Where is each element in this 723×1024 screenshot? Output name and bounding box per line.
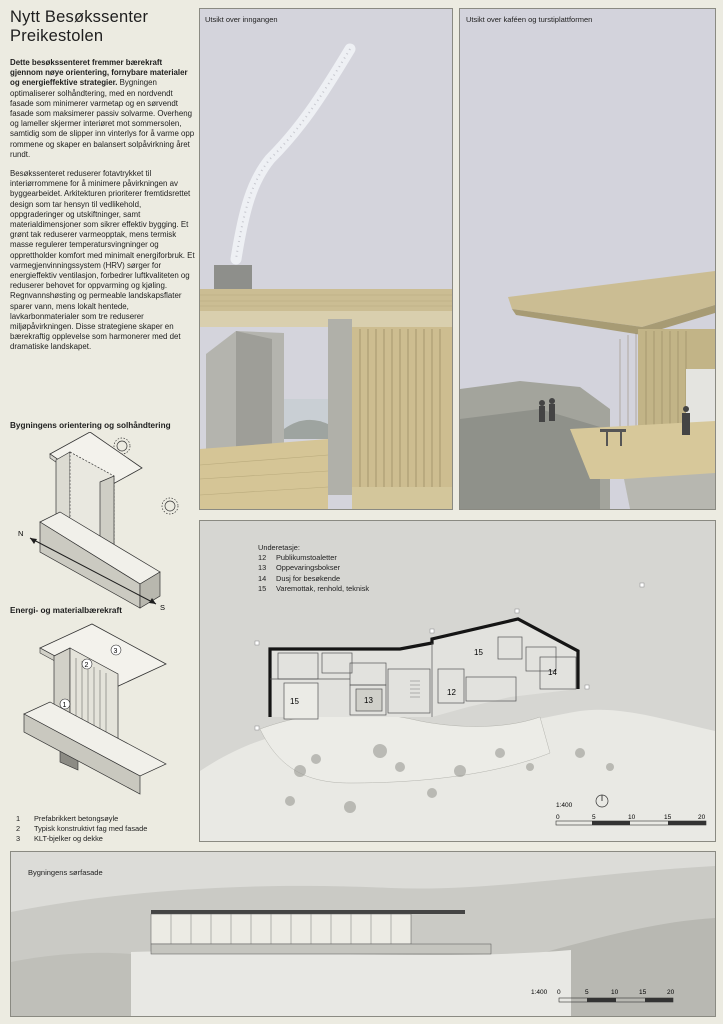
legend-item: 14 Dusj for besøkende bbox=[258, 573, 341, 583]
render-cafe bbox=[459, 8, 716, 510]
floor-plan-drawing bbox=[200, 521, 715, 841]
diagram-num-2: 2 bbox=[84, 662, 89, 669]
plan-legend-heading: Underetasje: bbox=[258, 543, 300, 552]
facade-panel bbox=[10, 851, 716, 1017]
room-label-15: 15 bbox=[290, 697, 299, 706]
intro-paragraph bbox=[10, 58, 196, 160]
page-title bbox=[10, 8, 148, 46]
sustainability-paragraph: Besøkssenteret reduserer fotavtrykket til interiørrommene for å minimere påvirkningen av byggearbeidet. Arkitekturen prioriterer fremtidsrettet design som tar hensyn til vedlikehold, oppgraderinger og utskiftninger, samt materialdimensjoner som sikrer effektiv bygging. Et grønt tak reduserer varmeopptak, mens termisk masse regulerer temperatursvingninger og opprettholder komfort med minimalt energiforbruk. Et varmegjenvinningssystem (HRV) sørger for energieffektiv ventilasjon, forbedrer luftkvaliteten og reduserer behovet for oppvarming og kjøling. Regnvannshøsting og permeable landskapsflater sparer vann, mens lokalt hentede, lavkarbonmaterialer som tre reduserer miljøpåvirkningen. Disse strategiene skaper en bærekraftig opplevelse som harmonerer med det dramatiske landskapet. bbox=[10, 169, 195, 352]
facade-scale-tick: 15 bbox=[639, 989, 647, 996]
diagram-num-1: 1 bbox=[62, 702, 67, 709]
legend-item: 12 Publikumstoaletter bbox=[258, 553, 337, 563]
cafe-illustration bbox=[460, 9, 715, 509]
diagram-num-3: 3 bbox=[113, 648, 118, 655]
facade-drawing bbox=[11, 852, 715, 1016]
room-label-12: 12 bbox=[447, 688, 456, 697]
description-text bbox=[10, 58, 196, 362]
facade-scale-tick: 20 bbox=[667, 989, 675, 996]
legend-item: 1 Prefabrikkert betongsøyle bbox=[16, 814, 119, 823]
room-label-15: 15 bbox=[474, 648, 483, 657]
energy-heading: Energi- og materialbærekraft bbox=[10, 606, 122, 615]
orientation-diagram bbox=[10, 432, 200, 622]
floor-plan-panel bbox=[199, 520, 716, 842]
render-entrance-caption: Utsikt over inngangen bbox=[205, 15, 278, 24]
facade-scale-label: 1:400 bbox=[531, 989, 548, 996]
entrance-illustration bbox=[200, 9, 452, 509]
plan-scale-label: 1:400 bbox=[556, 802, 573, 809]
legend-item: 2 Typisk konstruktivt fag med fasade bbox=[16, 824, 148, 834]
material-diagram bbox=[14, 618, 184, 798]
orientation-heading: Bygningens orientering og solhåndtering bbox=[10, 421, 171, 430]
legend-item: 15 Varemottak, renhold, teknisk bbox=[258, 583, 370, 593]
facade-scale-tick: 5 bbox=[585, 989, 589, 996]
intro-text: Bygningen optimaliserer solhåndtering, med en nordvendt fasade som minimerer varmetap og en sørvendt fasade som maksimerer passiv solvarme. Overheng og lameller skjermer interiøret mot sommersolen, samtidig som de slipper inn vinterlys for å varme opp rommene og skaper en balansert solpåvirkning året rundt. bbox=[10, 78, 195, 159]
plan-scale-tick: 20 bbox=[698, 814, 706, 821]
compass-n-label: N bbox=[18, 529, 24, 538]
facade-scale-tick: 10 bbox=[611, 989, 619, 996]
facade-caption: Bygningens sørfasade bbox=[28, 868, 103, 877]
render-cafe-caption: Utsikt over kaféen og turstiplattformen bbox=[466, 15, 593, 24]
title-line-2: Preikestolen bbox=[10, 27, 104, 45]
title-line-1: Nytt Besøkssenter bbox=[10, 8, 149, 26]
legend-item: 13 Oppevaringsbokser bbox=[258, 563, 341, 573]
room-label-14: 14 bbox=[548, 668, 557, 677]
plan-scale-tick: 15 bbox=[664, 814, 672, 821]
plan-scale-tick: 10 bbox=[628, 814, 636, 821]
room-label-13: 13 bbox=[364, 696, 373, 705]
materials-legend bbox=[16, 814, 147, 845]
legend-item: 3 KLT-bjelker og dekke bbox=[16, 834, 103, 844]
plan-scale-tick: 5 bbox=[592, 814, 596, 821]
plan-scale-tick: 0 bbox=[556, 814, 560, 821]
render-entrance bbox=[199, 8, 453, 510]
facade-scale-tick: 0 bbox=[557, 989, 561, 996]
intro-bold: Dette besøkssenteret fremmer bærekraft gjennom nøye orientering, fornybare materialer og energieffektive strategier. bbox=[10, 58, 188, 88]
compass-s-label: S bbox=[160, 603, 166, 612]
